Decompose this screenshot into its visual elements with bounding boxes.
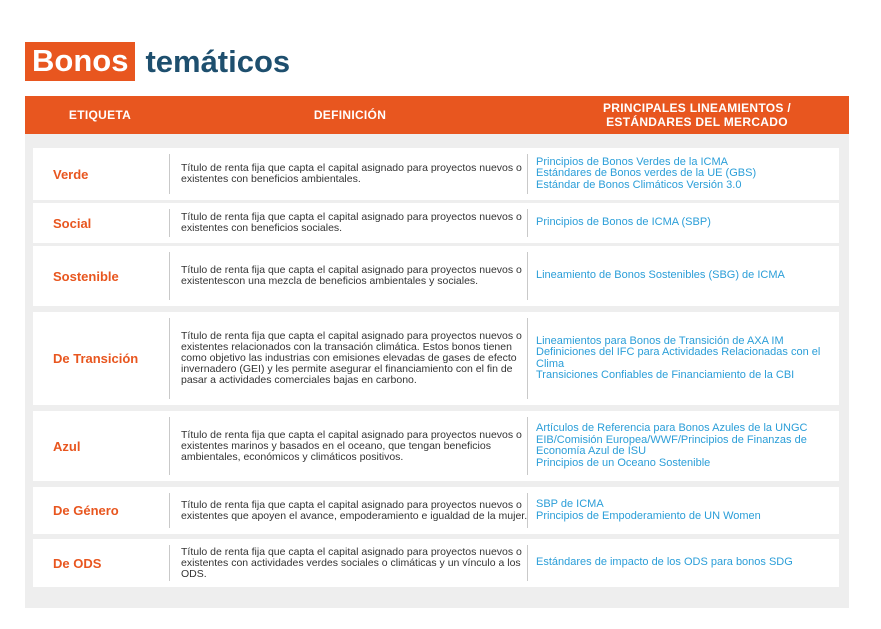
standard-item: Principios de Bonos Verdes de la ICMA	[536, 155, 728, 168]
row-definition: Título de renta fija que capta el capital asignado para proyectos nuevos o existentes con beneficios ambientales.	[169, 154, 536, 194]
standard-item: EIB/Comisión Europea/WWF/Principios de Finanzas de Economía Azul de ISU	[536, 433, 807, 457]
row-definition: Título de renta fija que capta el capital asignado para proyectos nuevos o existentes relacionados con la transación climática. Estos bonos tienen como objetivo las industrias con emisiones elevadas de gases de efecto invernadero (GEI) y les permite asegurar el financiamiento con el fin de pasar a actividades comerciales bajas en carbono.	[169, 318, 536, 399]
row-label: De Género	[53, 503, 119, 518]
standard-item: Transiciones Confiables de Financiamiento de la CBI	[536, 369, 795, 381]
standard-item: Artículos de Referencia para Bonos Azules de la UNGC	[536, 422, 808, 434]
header-standards-line1: PRINCIPALES LINEAMIENTOS /	[602, 101, 792, 115]
standard-item: Principios de Empoderamiento de UN Women	[536, 509, 761, 522]
header-standards	[545, 96, 849, 134]
standard-item: Lineamientos para Bonos de Transición de AXA IM	[536, 334, 784, 347]
title-rest: temáticos	[145, 43, 291, 79]
table-row	[33, 411, 839, 481]
page-title	[25, 42, 290, 81]
row-standards	[527, 154, 841, 194]
table-row	[33, 487, 839, 534]
header-definition: DEFINICIÓN	[313, 108, 387, 122]
table-body	[25, 134, 849, 608]
standard-item: SBP de ICMA	[536, 498, 604, 510]
row-standards	[527, 209, 841, 237]
row-label: Social	[53, 215, 92, 231]
row-definition: Título de renta fija que capta el capital asignado para proyectos nuevos o existentes marinos y basados en el oceano, que tengan beneficios ambientales, económicos y climáticos positivos.	[169, 417, 536, 475]
table-row	[33, 539, 839, 587]
row-standards	[527, 318, 841, 399]
row-label: Azul	[53, 438, 81, 454]
row-definition: Título de renta fija que capta el capital asignado para proyectos nuevos o existentescon una mezcla de beneficios ambientales y sociales.	[169, 252, 536, 300]
row-label: Verde	[53, 166, 89, 182]
row-standards	[527, 252, 841, 300]
row-label: De Transición	[53, 351, 139, 366]
standard-item: Principios de un Oceano Sostenible	[536, 456, 711, 469]
table-row	[33, 203, 839, 243]
row-definition: Título de renta fija que capta el capital asignado para proyectos nuevos o existentes que apoyen el avance, empoderamiento e igualdad de la mujer.	[169, 493, 536, 528]
standard-item: Estándar de Bonos Climáticos Versión 3.0	[536, 178, 742, 191]
standard-item: Estándares de Bonos verdes de la UE (GBS)	[536, 167, 757, 180]
header-label: ETIQUETA	[68, 108, 132, 122]
standard-item: Estándares de impacto de los ODS para bonos SDG	[536, 556, 793, 569]
title-highlight: Bonos	[25, 42, 135, 81]
table-row	[33, 148, 839, 200]
table-header	[25, 96, 849, 134]
row-standards	[527, 545, 841, 581]
table-row	[33, 246, 839, 306]
row-label: Sostenible	[53, 268, 119, 284]
standard-item: Lineamiento de Bonos Sostenibles (SBG) de ICMA	[536, 269, 785, 282]
row-definition: Título de renta fija que capta el capital asignado para proyectos nuevos o existentes con beneficios sociales.	[169, 209, 536, 237]
row-standards	[527, 417, 841, 475]
standard-item: Principios de Bonos de ICMA (SBP)	[536, 216, 711, 229]
table-row	[33, 312, 839, 405]
row-definition: Título de renta fija que capta el capital asignado para proyectos nuevos o existentes con actividades verdes sociales o climáticas y un vínculo a los ODS.	[169, 545, 536, 581]
row-standards	[527, 493, 841, 528]
standard-item: Definiciones del IFC para Actividades Relacionadas con el Clima	[536, 346, 821, 370]
header-standards-line2: ESTÁNDARES DEL MERCADO	[606, 115, 788, 129]
row-label: De ODS	[53, 555, 102, 571]
